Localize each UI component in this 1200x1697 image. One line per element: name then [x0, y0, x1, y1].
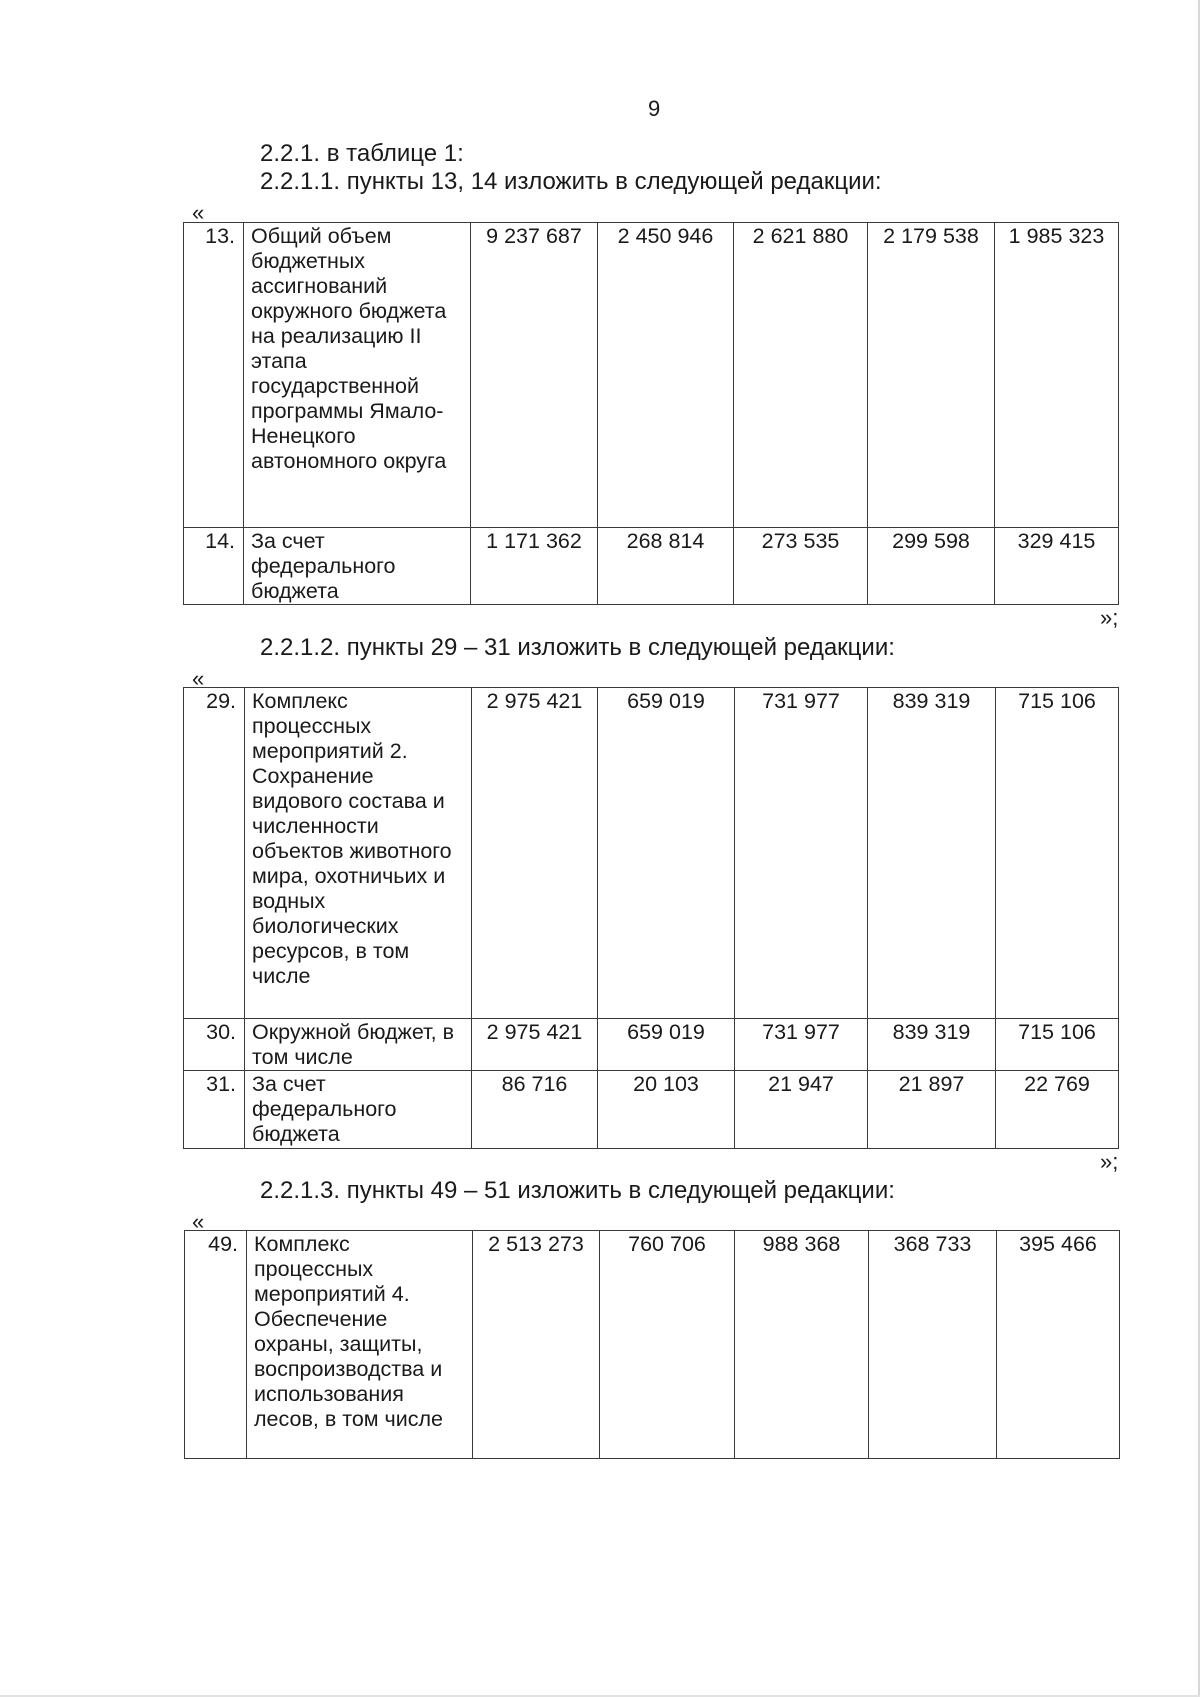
closing-quote: »;: [1100, 605, 1119, 630]
opening-quote: «: [192, 1209, 205, 1234]
row-number: 49.: [185, 1231, 247, 1459]
value-cell: 329 415: [995, 528, 1119, 605]
value-cell: 2 513 273: [473, 1231, 600, 1459]
table-row: [185, 1231, 1120, 1459]
value-cell: 273 535: [734, 528, 868, 605]
opening-quote: «: [192, 200, 205, 225]
value-cell: 839 319: [868, 688, 996, 1019]
value-cell: 299 598: [868, 528, 995, 605]
value-cell: 86 716: [472, 1071, 598, 1149]
row-number: 13.: [184, 223, 244, 528]
amendment-item: 2.2.1. в таблице 1:: [260, 140, 464, 167]
page-number: 9: [648, 96, 661, 121]
opening-quote: «: [192, 666, 205, 691]
value-cell: 731 977: [735, 688, 868, 1019]
value-cell: 368 733: [869, 1231, 997, 1459]
table-row: [184, 688, 1119, 1019]
amendment-table-1: [183, 222, 1119, 605]
value-cell: 2 975 421: [472, 688, 598, 1019]
value-cell: 760 706: [600, 1231, 735, 1459]
value-cell: 839 319: [868, 1019, 996, 1071]
value-cell: 1 985 323: [995, 223, 1119, 528]
value-cell: 715 106: [996, 1019, 1119, 1071]
value-cell: 21 947: [735, 1071, 868, 1149]
value-cell: 2 621 880: [734, 223, 868, 528]
amendment-table-3: [184, 1230, 1120, 1459]
amendment-subitem-2: 2.2.1.2. пункты 29 – 31 изложить в следующей редакции:: [260, 634, 895, 661]
value-cell: 21 897: [868, 1071, 996, 1149]
value-cell: 659 019: [598, 1019, 735, 1071]
table-row: [184, 1071, 1119, 1149]
row-name: Комплекс процессных мероприятий 4. Обеспечение охраны, защиты, воспроизводства и использования лесов, в том числе: [247, 1231, 473, 1459]
table-row: [184, 1019, 1119, 1071]
value-cell: 715 106: [996, 688, 1119, 1019]
row-name: За счет федерального бюджета: [245, 1071, 472, 1149]
closing-quote: »;: [1100, 1149, 1119, 1174]
row-number: 29.: [184, 688, 245, 1019]
value-cell: 20 103: [598, 1071, 735, 1149]
row-name: Общий объем бюджетных ассигнований окружного бюджета на реализацию II этапа государственной программы Ямало-Ненецкого автономного округа: [244, 223, 471, 528]
table-row: [184, 223, 1119, 528]
row-name: За счет федерального бюджета: [244, 528, 471, 605]
value-cell: 1 171 362: [471, 528, 598, 605]
value-cell: 395 466: [997, 1231, 1120, 1459]
row-number: 30.: [184, 1019, 245, 1071]
value-cell: 659 019: [598, 688, 735, 1019]
value-cell: 268 814: [598, 528, 734, 605]
row-number: 14.: [184, 528, 244, 605]
value-cell: 731 977: [735, 1019, 868, 1071]
value-cell: 2 179 538: [868, 223, 995, 528]
value-cell: 988 368: [735, 1231, 869, 1459]
value-cell: 2 450 946: [598, 223, 734, 528]
table-row: [184, 528, 1119, 605]
value-cell: 2 975 421: [472, 1019, 598, 1071]
row-name: Окружной бюджет, в том числе: [245, 1019, 472, 1071]
row-number: 31.: [184, 1071, 245, 1149]
amendment-subitem-1: 2.2.1.1. пункты 13, 14 изложить в следующей редакции:: [260, 168, 882, 195]
amendment-subitem-3: 2.2.1.3. пункты 49 – 51 изложить в следующей редакции:: [260, 1177, 895, 1204]
row-name: Комплекс процессных мероприятий 2. Сохранение видового состава и численности объектов животного мира, охотничьих и водных биологических ресурсов, в том числе: [245, 688, 472, 1019]
value-cell: 9 237 687: [471, 223, 598, 528]
value-cell: 22 769: [996, 1071, 1119, 1149]
amendment-table-2: [183, 687, 1119, 1149]
